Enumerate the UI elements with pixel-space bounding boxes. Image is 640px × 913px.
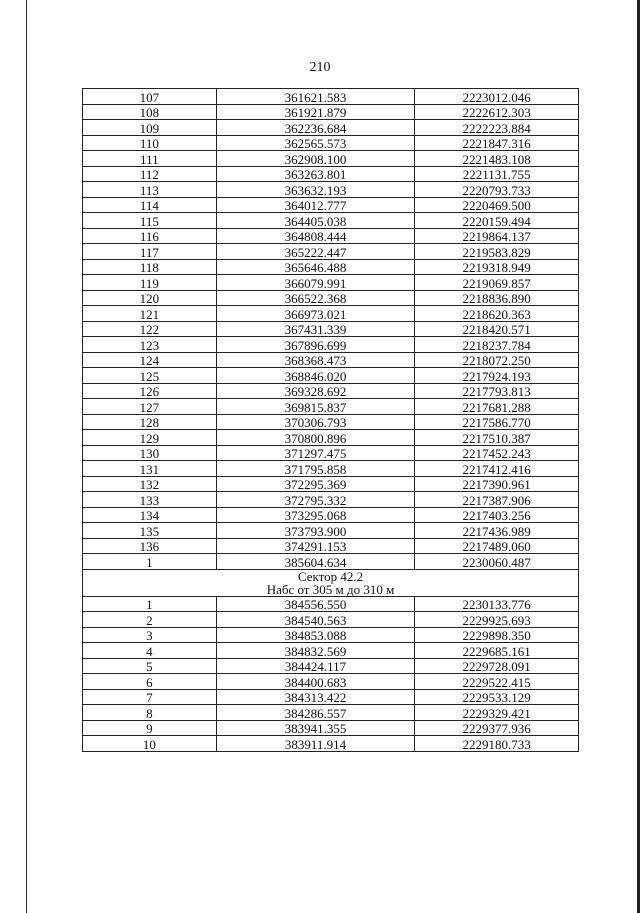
point-number-cell: 10 xyxy=(83,736,217,752)
y-coordinate-cell: 2222223.884 xyxy=(415,120,579,136)
table-row xyxy=(83,383,579,399)
point-number-cell: 120 xyxy=(83,290,217,306)
point-number-cell: 129 xyxy=(83,430,217,446)
table-row xyxy=(83,736,579,752)
point-number-cell: 9 xyxy=(83,720,217,736)
y-coordinate-cell: 2218420.571 xyxy=(415,321,579,337)
x-coordinate-cell: 371297.475 xyxy=(216,445,415,461)
x-coordinate-cell: 370800.896 xyxy=(216,430,415,446)
y-coordinate-cell: 2220159.494 xyxy=(415,213,579,229)
y-coordinate-cell: 2217586.770 xyxy=(415,414,579,430)
x-coordinate-cell: 384540.563 xyxy=(216,612,415,628)
y-coordinate-cell: 2219583.829 xyxy=(415,244,579,260)
point-number-cell: 117 xyxy=(83,244,217,260)
point-number-cell: 134 xyxy=(83,507,217,523)
y-coordinate-cell: 2219864.137 xyxy=(415,228,579,244)
point-number-cell: 108 xyxy=(83,104,217,120)
point-number-cell: 136 xyxy=(83,538,217,554)
point-number-cell: 132 xyxy=(83,476,217,492)
x-coordinate-cell: 364405.038 xyxy=(216,213,415,229)
table-row xyxy=(83,120,579,136)
table-row xyxy=(83,720,579,736)
point-number-cell: 2 xyxy=(83,612,217,628)
y-coordinate-cell: 2217452.243 xyxy=(415,445,579,461)
y-coordinate-cell: 2222612.303 xyxy=(415,104,579,120)
table-row xyxy=(83,306,579,322)
x-coordinate-cell: 384853.088 xyxy=(216,627,415,643)
point-number-cell: 1 xyxy=(83,554,217,570)
x-coordinate-cell: 365646.488 xyxy=(216,259,415,275)
table-row xyxy=(83,197,579,213)
y-coordinate-cell: 2219069.857 xyxy=(415,275,579,291)
x-coordinate-cell: 367896.699 xyxy=(216,337,415,353)
point-number-cell: 113 xyxy=(83,182,217,198)
sector-header xyxy=(83,569,579,596)
y-coordinate-cell: 2230133.776 xyxy=(415,596,579,612)
sector-cell xyxy=(83,569,579,596)
point-number-cell: 116 xyxy=(83,228,217,244)
point-number-cell: 6 xyxy=(83,674,217,690)
table-row xyxy=(83,290,579,306)
point-number-cell: 128 xyxy=(83,414,217,430)
table-row xyxy=(83,705,579,721)
x-coordinate-cell: 366973.021 xyxy=(216,306,415,322)
y-coordinate-cell: 2229685.161 xyxy=(415,643,579,659)
point-number-cell: 122 xyxy=(83,321,217,337)
table-row xyxy=(83,352,579,368)
x-coordinate-cell: 369815.837 xyxy=(216,399,415,415)
table-row xyxy=(83,166,579,182)
x-coordinate-cell: 368846.020 xyxy=(216,368,415,384)
point-number-cell: 125 xyxy=(83,368,217,384)
point-number-cell: 124 xyxy=(83,352,217,368)
table-row xyxy=(83,244,579,260)
point-number-cell: 135 xyxy=(83,523,217,539)
table-row xyxy=(83,643,579,659)
table-row xyxy=(83,414,579,430)
table-row xyxy=(83,399,579,415)
sector-subtitle: Набс от 305 м до 310 м xyxy=(266,581,395,597)
x-coordinate-cell: 366079.991 xyxy=(216,275,415,291)
table-row xyxy=(83,445,579,461)
point-number-cell: 111 xyxy=(83,151,217,167)
x-coordinate-cell: 373295.068 xyxy=(216,507,415,523)
point-number-cell: 118 xyxy=(83,259,217,275)
x-coordinate-cell: 361921.879 xyxy=(216,104,415,120)
y-coordinate-cell: 2218237.784 xyxy=(415,337,579,353)
y-coordinate-cell: 2223012.046 xyxy=(415,89,579,105)
y-coordinate-cell: 2229329.421 xyxy=(415,705,579,721)
point-number-cell: 123 xyxy=(83,337,217,353)
point-number-cell: 4 xyxy=(83,643,217,659)
table-row xyxy=(83,337,579,353)
table-row xyxy=(83,689,579,705)
table-row xyxy=(83,476,579,492)
x-coordinate-cell: 362908.100 xyxy=(216,151,415,167)
table-row xyxy=(83,321,579,337)
x-coordinate-cell: 370306.793 xyxy=(216,414,415,430)
point-number-cell: 112 xyxy=(83,166,217,182)
table-row xyxy=(83,554,579,570)
table-row xyxy=(83,507,579,523)
x-coordinate-cell: 362236.684 xyxy=(216,120,415,136)
y-coordinate-cell: 2229898.350 xyxy=(415,627,579,643)
table-row xyxy=(83,135,579,151)
table-row xyxy=(83,228,579,244)
point-number-cell: 110 xyxy=(83,135,217,151)
x-coordinate-cell: 384313.422 xyxy=(216,689,415,705)
table-row xyxy=(83,674,579,690)
x-coordinate-cell: 362565.573 xyxy=(216,135,415,151)
table-row xyxy=(83,538,579,554)
table-row xyxy=(83,430,579,446)
y-coordinate-cell: 2218072.250 xyxy=(415,352,579,368)
point-number-cell: 131 xyxy=(83,461,217,477)
table-row xyxy=(83,275,579,291)
point-number-cell: 7 xyxy=(83,689,217,705)
table-row xyxy=(83,658,579,674)
table-row xyxy=(83,89,579,105)
y-coordinate-cell: 2217436.989 xyxy=(415,523,579,539)
y-coordinate-cell: 2230060.487 xyxy=(415,554,579,570)
y-coordinate-cell: 2217489.060 xyxy=(415,538,579,554)
x-coordinate-cell: 369328.692 xyxy=(216,383,415,399)
x-coordinate-cell: 363263.801 xyxy=(216,166,415,182)
point-number-cell: 107 xyxy=(83,89,217,105)
y-coordinate-cell: 2229728.091 xyxy=(415,658,579,674)
x-coordinate-cell: 368368.473 xyxy=(216,352,415,368)
x-coordinate-cell: 364012.777 xyxy=(216,197,415,213)
y-coordinate-cell: 2217387.906 xyxy=(415,492,579,508)
x-coordinate-cell: 384424.117 xyxy=(216,658,415,674)
y-coordinate-cell: 2217924.193 xyxy=(415,368,579,384)
table-row xyxy=(83,492,579,508)
x-coordinate-cell: 384556.550 xyxy=(216,596,415,612)
y-coordinate-cell: 2229377.936 xyxy=(415,720,579,736)
y-coordinate-cell: 2219318.949 xyxy=(415,259,579,275)
sector-title: Сектор 42.2 xyxy=(297,568,364,584)
y-coordinate-cell: 2221131.755 xyxy=(415,166,579,182)
table-row xyxy=(83,596,579,612)
y-coordinate-cell: 2217510.387 xyxy=(415,430,579,446)
x-coordinate-cell: 383911.914 xyxy=(216,736,415,752)
point-number-cell: 127 xyxy=(83,399,217,415)
table-row xyxy=(83,259,579,275)
x-coordinate-cell: 371795.858 xyxy=(216,461,415,477)
x-coordinate-cell: 385604.634 xyxy=(216,554,415,570)
point-number-cell: 3 xyxy=(83,627,217,643)
x-coordinate-cell: 384286.557 xyxy=(216,705,415,721)
point-number-cell: 126 xyxy=(83,383,217,399)
point-number-cell: 130 xyxy=(83,445,217,461)
x-coordinate-cell: 363632.193 xyxy=(216,182,415,198)
point-number-cell: 121 xyxy=(83,306,217,322)
y-coordinate-cell: 2229522.415 xyxy=(415,674,579,690)
page-number: 210 xyxy=(309,60,331,75)
x-coordinate-cell: 366522.368 xyxy=(216,290,415,306)
table-row xyxy=(83,182,579,198)
y-coordinate-cell: 2217412.416 xyxy=(415,461,579,477)
point-number-cell: 115 xyxy=(83,213,217,229)
x-coordinate-cell: 384400.683 xyxy=(216,674,415,690)
page-left-border xyxy=(26,0,27,913)
table-row xyxy=(83,612,579,628)
point-number-cell: 109 xyxy=(83,120,217,136)
y-coordinate-cell: 2217390.961 xyxy=(415,476,579,492)
y-coordinate-cell: 2217793.813 xyxy=(415,383,579,399)
x-coordinate-cell: 367431.339 xyxy=(216,321,415,337)
x-coordinate-cell: 365222.447 xyxy=(216,244,415,260)
point-number-cell: 133 xyxy=(83,492,217,508)
y-coordinate-cell: 2229925.693 xyxy=(415,612,579,628)
y-coordinate-cell: 2229533.129 xyxy=(415,689,579,705)
x-coordinate-cell: 373793.900 xyxy=(216,523,415,539)
y-coordinate-cell: 2218836.890 xyxy=(415,290,579,306)
point-number-cell: 1 xyxy=(83,596,217,612)
point-number-cell: 114 xyxy=(83,197,217,213)
x-coordinate-cell: 372795.332 xyxy=(216,492,415,508)
x-coordinate-cell: 384832.569 xyxy=(216,643,415,659)
x-coordinate-cell: 383941.355 xyxy=(216,720,415,736)
coordinates-table xyxy=(82,88,579,752)
y-coordinate-cell: 2229180.733 xyxy=(415,736,579,752)
table-row xyxy=(83,523,579,539)
table-row xyxy=(83,368,579,384)
table-body-top xyxy=(83,89,579,570)
table-body-bottom xyxy=(83,596,579,751)
y-coordinate-cell: 2217403.256 xyxy=(415,507,579,523)
table-row xyxy=(83,104,579,120)
table-row xyxy=(83,151,579,167)
y-coordinate-cell: 2217681.288 xyxy=(415,399,579,415)
table-row xyxy=(83,627,579,643)
point-number-cell: 8 xyxy=(83,705,217,721)
table-row xyxy=(83,461,579,477)
point-number-cell: 119 xyxy=(83,275,217,291)
sector-row xyxy=(83,569,579,596)
y-coordinate-cell: 2220793.733 xyxy=(415,182,579,198)
y-coordinate-cell: 2221483.108 xyxy=(415,151,579,167)
y-coordinate-cell: 2218620.363 xyxy=(415,306,579,322)
point-number-cell: 5 xyxy=(83,658,217,674)
x-coordinate-cell: 364808.444 xyxy=(216,228,415,244)
x-coordinate-cell: 361621.583 xyxy=(216,89,415,105)
x-coordinate-cell: 374291.153 xyxy=(216,538,415,554)
y-coordinate-cell: 2220469.500 xyxy=(415,197,579,213)
y-coordinate-cell: 2221847.316 xyxy=(415,135,579,151)
x-coordinate-cell: 372295.369 xyxy=(216,476,415,492)
table-row xyxy=(83,213,579,229)
